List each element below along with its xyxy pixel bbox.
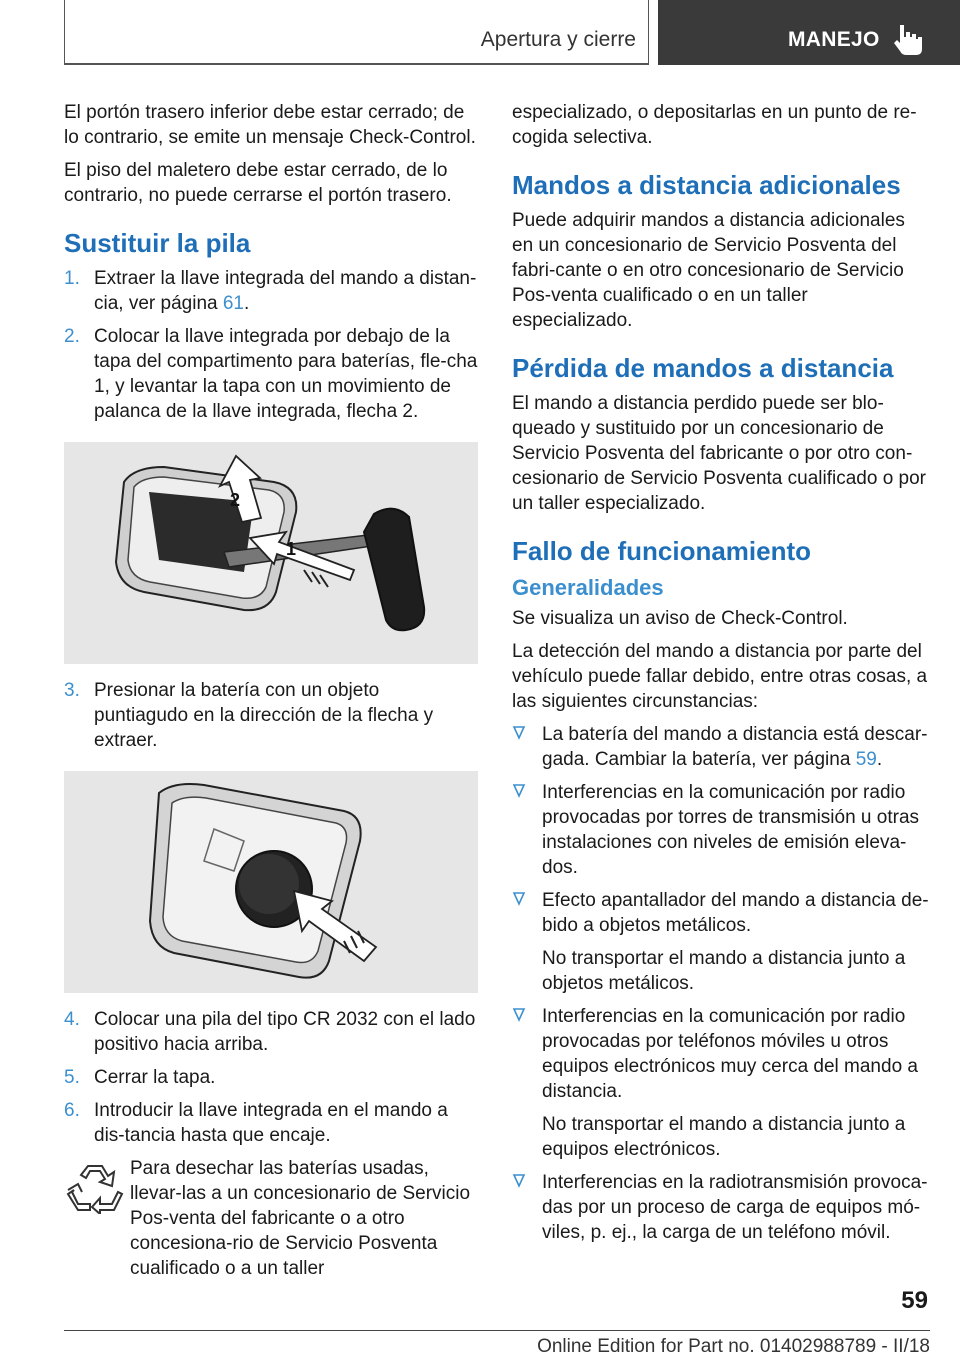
chapter-tab-label: MANEJO [788,28,880,51]
list-subtext: No transportar el mando a distancia junto a objetos metálicos. [542,948,906,994]
heading-fallo: Fallo de funcionamiento [512,536,812,566]
heading-sustituir-pila: Sustituir la pila [64,228,251,258]
recycle-note [64,1156,478,1281]
step-number: 2. [64,326,80,347]
step-text: Extraer la llave integrada del mando a distan-cia, ver página [94,268,477,314]
step-text: Introducir la llave integrada en el mando a dis-tancia hasta que encaje. [94,1100,448,1146]
footer-rule [64,1330,930,1331]
heading-generalidades: Generalidades [512,575,664,600]
paragraph: Puede adquirir mandos a distancia adicionales en un concesionario de Servicio Posventa del fabri-cante o en otro concesionario de Servicio Pos-venta cualificado o en un taller especializado. [512,210,905,331]
list-text: Efecto apantallador del mando a distancia de-bido a objetos metálicos. [542,890,929,936]
triangle-bullet-icon [512,725,526,741]
step-number: 1. [64,268,80,289]
page-link[interactable]: 59 [855,749,877,770]
heading-mandos-adicionales: Mandos a distancia adicionales [512,170,901,200]
battery-illustration [64,771,478,993]
arrow-label-1: 1 [286,539,297,559]
triangle-bullet-icon [512,891,526,907]
list-text: Interferencias en la radiotransmisión provoca-das por un proceso de carga de equipos mó-viles, p. ej., la carga de un teléfono móvil. [542,1172,928,1243]
list-text: Interferencias en la comunicación por radio provocadas por teléfonos móviles u otros equipos electrónicos muy cerca del mando a distancia. [542,1006,918,1102]
arrow-label-2: 2 [230,490,241,510]
list-item [512,1170,930,1245]
triangle-bullet-icon [512,1173,526,1189]
step-1 [64,266,478,316]
triangle-bullet-icon [512,1007,526,1023]
list-item [512,780,930,880]
step-3 [64,678,478,753]
paragraph: El piso del maletero debe estar cerrado, de lo contrario, no puede cerrarse el portón trasero. [64,160,452,206]
step-text: Colocar la llave integrada por debajo de la tapa del compartimento para baterías, fle-cha 1, y levantar la tapa con un movimiento de palanca de la llave integrada, flecha 2. [94,326,478,422]
list-text: Interferencias en la comunicación por radio provocadas por torres de transmisión u otras instalaciones con niveles de emisión eleva-dos. [542,782,920,878]
figure-battery-remove [64,771,478,993]
list-item [512,722,930,772]
step-number: 4. [64,1009,80,1030]
header-divider [64,0,65,64]
list-item [512,888,930,938]
step-text: . [244,293,250,314]
step-text: Presionar la batería con un objeto puntiagudo en la dirección de la flecha y extraer. [94,680,434,751]
step-text: Colocar una pila del tipo CR 2032 con el lado positivo hacia arriba. [94,1009,476,1055]
step-2 [64,324,478,424]
figure-key-cover [64,442,478,664]
paragraph: El portón trasero inferior debe estar cerrado; de lo contrario, se emite un mensaje Check-Control. [64,102,476,148]
list-text: La batería del mando a distancia está descar-gada. Cambiar la batería, ver página [542,724,928,770]
triangle-bullet-icon [512,783,526,799]
step-6 [64,1098,478,1148]
list-item [512,1004,930,1104]
step-4 [64,1007,478,1057]
list-subtext: No transportar el mando a distancia junto a equipos electrónicos. [542,1114,906,1160]
step-5 [64,1065,478,1090]
page-number: 59 [901,1287,928,1314]
list-text: . [876,749,883,770]
step-number: 5. [64,1067,80,1088]
step-number: 3. [64,680,80,701]
header-underline [64,63,649,65]
header-divider [648,0,649,64]
paragraph: El mando a distancia perdido puede ser blo-queado y sustituido por un concesionario de Servicio Posventa del fabricante o por otro con-cesionario de Servicio Posventa cualificado o por un taller especializado. [512,393,927,514]
right-column [512,100,930,1253]
key-cover-illustration [64,442,478,664]
page-link[interactable]: 61 [222,293,244,314]
step-number: 6. [64,1100,80,1121]
paragraph: La detección del mando a distancia por parte del vehículo puede fallar debido, entre otras cosas, a las siguientes circunstancias: [512,641,928,712]
left-column [64,100,478,1281]
edition-note: Online Edition for Part no. 01402988789 - II/18 [537,1336,930,1357]
heading-perdida-mandos: Pérdida de mandos a distancia [512,353,894,383]
step-text: Cerrar la tapa. [94,1067,216,1088]
paragraph: Se visualiza un aviso de Check-Control. [512,608,848,629]
recycle-icon [64,1160,126,1214]
section-title: Apertura y cierre [480,28,636,51]
recycle-text: Para desechar las baterías usadas, llevar-las a un concesionario de Servicio Pos-venta del fabricante o a otro concesiona-rio de Servicio Posventa cualificado o a un taller [130,1158,471,1279]
hand-pointer-icon [890,22,924,58]
paragraph: especializado, o depositarlas en un punto de re-cogida selectiva. [512,102,917,148]
